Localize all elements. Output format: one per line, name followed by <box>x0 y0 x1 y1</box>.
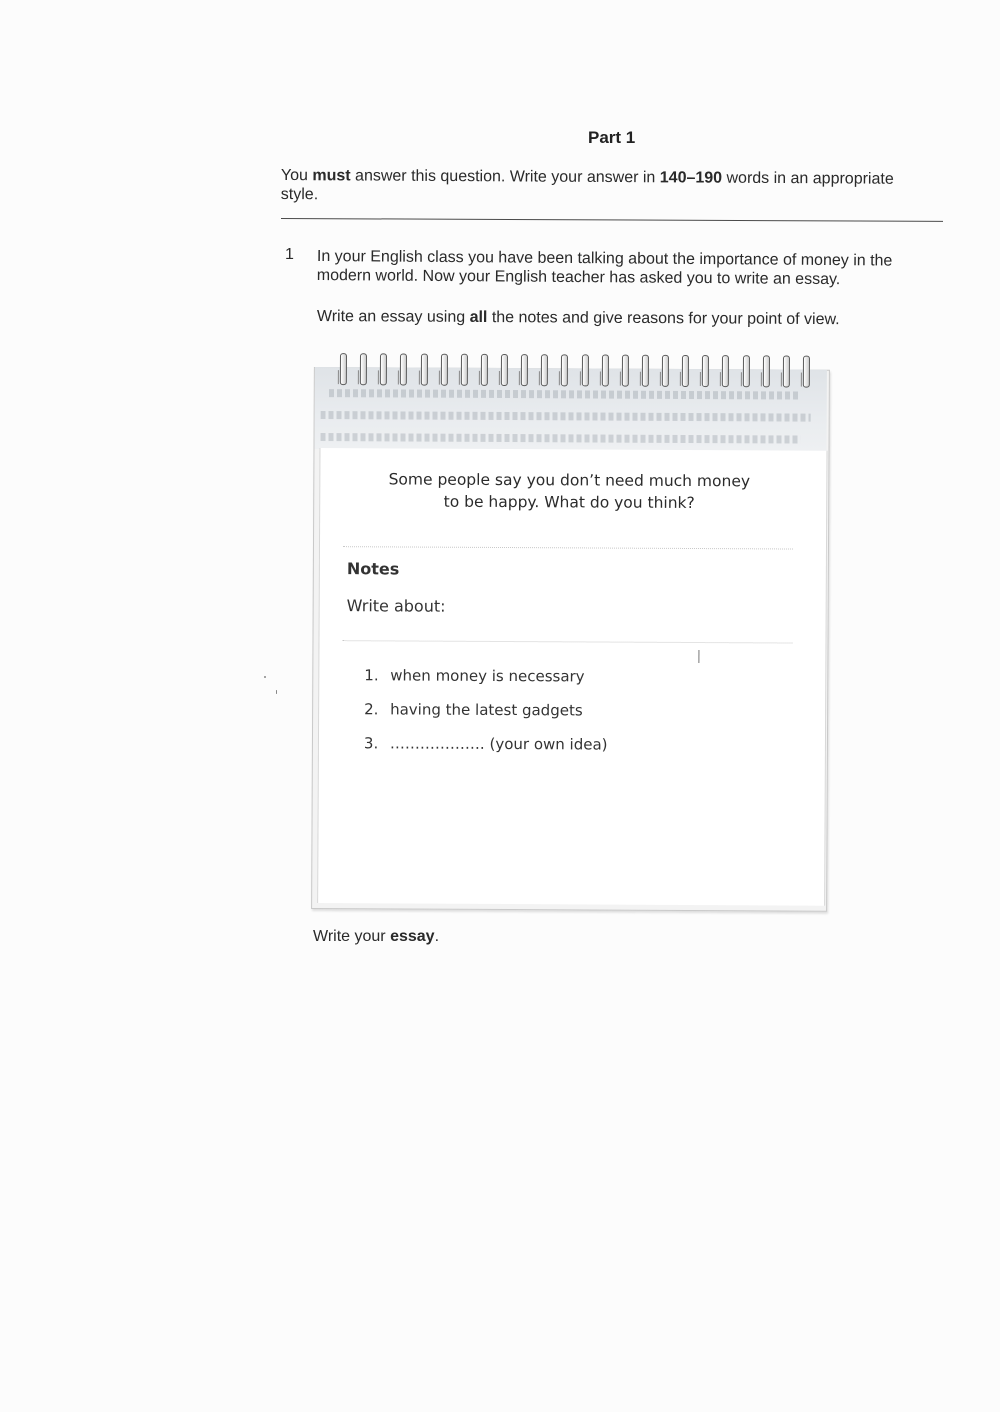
essay-prompt-line-1: Some people say you don’t need much money <box>388 470 751 491</box>
spiral-ring <box>682 355 689 387</box>
spiral-ring <box>400 353 407 385</box>
spiral-ring <box>601 355 608 387</box>
notepad-illustration <box>309 353 830 911</box>
question-number: 1 <box>285 246 294 263</box>
list-item-number: 3. <box>363 734 379 753</box>
final-instruction-text-1: Write your <box>313 928 391 945</box>
spiral-ring <box>420 354 427 386</box>
write-about-label: Write about: <box>346 596 446 616</box>
spiral-ring <box>702 355 709 387</box>
list-item-number: 1. <box>364 666 379 685</box>
part-title: Part 1 <box>588 128 636 147</box>
question-task-text-1: Write an essay using <box>316 307 470 326</box>
spiral-ring <box>642 355 649 387</box>
scan-speck <box>264 676 266 678</box>
spiral-ring <box>662 355 669 387</box>
list-item <box>364 666 608 701</box>
question-text: In your English class you have been talking about the importance of money in the modern world. Now your English teacher has asked you to write an essay. <box>316 247 893 289</box>
spiral-ring <box>360 353 367 385</box>
instruction-text-2: answer this question. Write your answer in <box>350 167 660 187</box>
list-item <box>364 700 608 735</box>
scan-speck <box>276 690 277 694</box>
spiral-ring <box>541 354 548 386</box>
question-task-emphasis-all: all <box>469 308 488 327</box>
instruction-text <box>281 166 921 208</box>
question-task-text-2: the notes and give reasons for your point of view. <box>487 309 840 329</box>
spiral-ring <box>461 354 468 386</box>
instruction-emphasis-must: must <box>312 167 351 185</box>
list-item-text: when money is necessary <box>390 666 585 686</box>
spiral-ring <box>622 355 629 387</box>
stray-mark <box>698 650 699 663</box>
instruction-text-3: words in an appropriate style. <box>280 169 894 204</box>
list-item-text: having the latest gadgets <box>390 700 583 720</box>
spiral-ring <box>762 355 769 387</box>
spiral-binding <box>340 353 810 389</box>
spiral-ring <box>521 354 528 386</box>
list-item-number: 2. <box>364 700 379 719</box>
list-item <box>364 734 608 769</box>
spiral-ring <box>803 356 810 388</box>
spiral-ring <box>440 354 447 386</box>
list-item-text: ………………. (your own idea) <box>389 734 608 754</box>
notes-heading: Notes <box>346 559 400 579</box>
spiral-ring <box>340 353 347 385</box>
notes-list <box>364 666 608 769</box>
essay-prompt-line-2: to be happy. What do you think? <box>443 492 695 513</box>
spiral-ring <box>581 354 588 386</box>
spiral-ring <box>481 354 488 386</box>
final-instruction-text-2: . <box>434 928 440 945</box>
spiral-ring <box>561 354 568 386</box>
spiral-ring <box>783 355 790 387</box>
instruction-text-1: You <box>280 166 313 185</box>
final-instruction-emphasis-essay: essay <box>390 928 435 945</box>
instruction-word-count: 140–190 <box>659 169 723 187</box>
question-task <box>317 307 927 330</box>
spiral-ring <box>501 354 508 386</box>
final-instruction <box>313 928 439 946</box>
essay-prompt <box>341 468 797 514</box>
spiral-ring <box>742 355 749 387</box>
section-divider <box>281 218 943 222</box>
spiral-ring <box>722 355 729 387</box>
spiral-ring <box>380 353 387 385</box>
